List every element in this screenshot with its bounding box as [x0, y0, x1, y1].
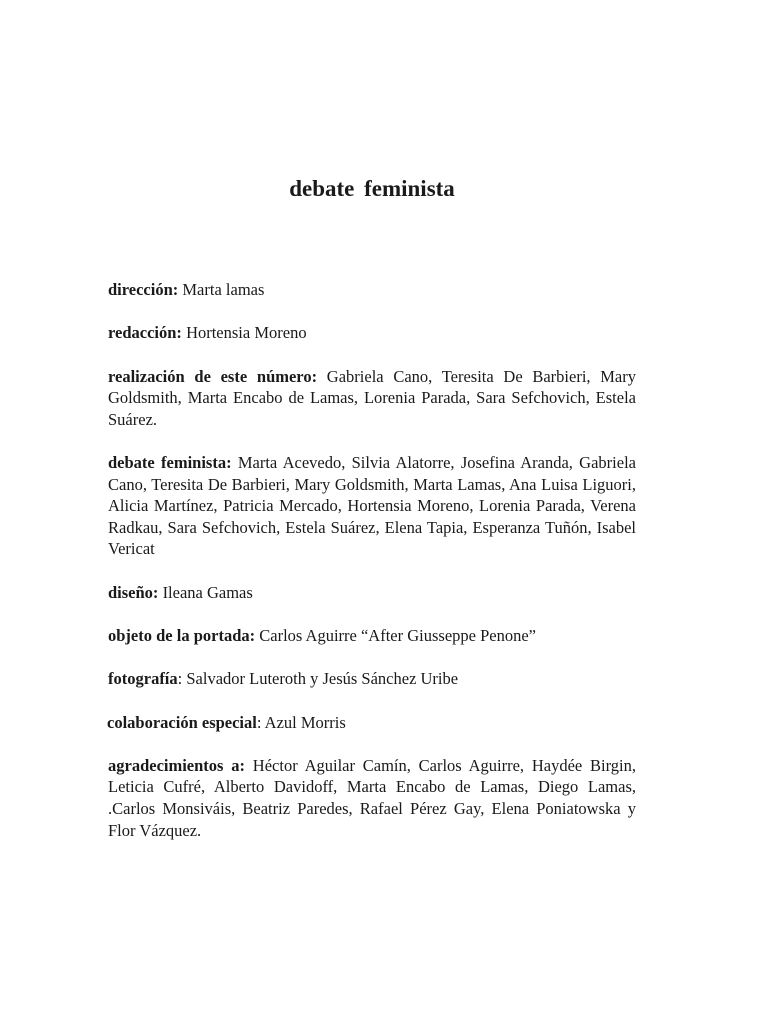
credit-text: : Salvador Luteroth y Jesús Sánchez Uribe	[177, 669, 459, 689]
credit-label: diseño:	[108, 582, 159, 602]
credit-text: Ileana Gamas	[158, 582, 253, 602]
credit-label: redacción:	[108, 323, 182, 343]
credit-text: : Azul Morris	[256, 712, 346, 732]
credit-realizacion	[108, 366, 636, 431]
credit-label: objeto de la portada:	[108, 625, 256, 645]
credit-label: debate feminista:	[108, 453, 232, 473]
credit-label: agradecimientos a:	[108, 755, 246, 775]
credit-colaboracion	[107, 712, 636, 734]
credit-agradecimientos	[108, 755, 636, 841]
credit-text: Hortensia Moreno	[181, 323, 307, 343]
credit-text: Carlos Aguirre “After Giusseppe Penone”	[255, 625, 537, 645]
page-title: debate feminista	[289, 176, 455, 201]
credit-debate-feminista	[108, 452, 636, 560]
credit-objeto-portada	[108, 625, 636, 647]
credit-label: colaboración especial	[107, 712, 257, 732]
credit-label: dirección:	[108, 280, 179, 299]
credit-diseno	[108, 582, 636, 604]
credit-text: Marta lamas	[178, 280, 265, 299]
credit-label: realización de este número:	[108, 366, 318, 386]
credit-fotografia	[108, 668, 636, 690]
credit-text: Marta Acevedo, Silvia Alatorre, Josefina Aranda, Gabriela Cano, Teresita De Barbieri, Mary Goldsmith, Marta Lamas, Ana Luisa Liguori, Alicia Martínez, Patricia Mercado, Hortensia Moreno, Lorenia Parada, Verena Radkau, Sara Sefchovich, Estela Suárez, Elena Tapia, Esperanza Tuñón, Isabel Vericat	[108, 453, 636, 559]
credit-direccion	[108, 279, 636, 301]
credit-text: Héctor Aguilar Camín, Carlos Aguirre, Haydée Birgin, Leticia Cufré, Alberto Davidoff, Marta Encabo de Lamas, Diego Lamas, .Carlos Monsiváis, Beatriz Paredes, Rafael Pérez Gay, Elena Poniatowska y Flor Vázquez.	[108, 755, 636, 840]
credits-list	[108, 279, 636, 863]
credit-redaccion	[108, 322, 636, 344]
credit-label: fotografía	[108, 669, 178, 689]
credit-text: Gabriela Cano, Teresita De Barbieri, Mary Goldsmith, Marta Encabo de Lamas, Lorenia Parada, Sara Sefchovich, Estela Suárez.	[108, 366, 636, 429]
